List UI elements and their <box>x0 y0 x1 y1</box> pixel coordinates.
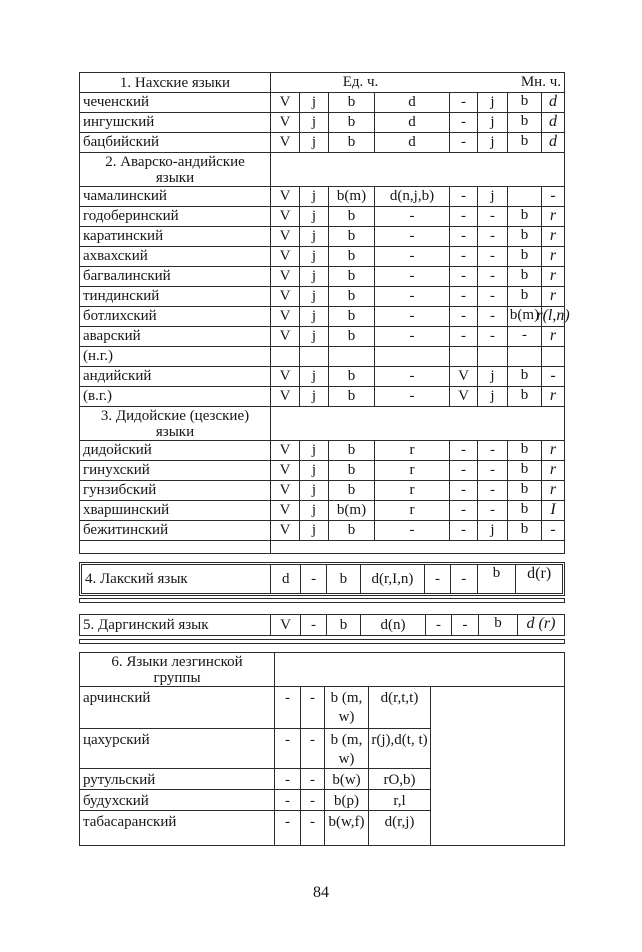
language-name-cell: дидойский <box>83 442 152 458</box>
value-cell: - <box>477 207 507 226</box>
table-header-row <box>80 73 564 93</box>
value-cell: - <box>449 247 477 266</box>
value-cell: b <box>507 501 541 520</box>
value-cell: r <box>541 207 564 226</box>
value-cell: - <box>449 93 477 112</box>
lezgin-group-table <box>79 652 565 846</box>
value-cell: r(j),d(t, t) <box>368 729 430 768</box>
value-cell: V <box>270 207 299 226</box>
dargin-table-body <box>80 615 564 635</box>
language-name-cell: андийский <box>83 368 152 384</box>
value-cell: b <box>507 387 541 406</box>
value-cell: r <box>374 501 449 520</box>
value-cell: b <box>507 367 541 386</box>
value-cell: j <box>299 307 328 326</box>
value-cell: b <box>507 93 541 112</box>
value-cell: V <box>270 227 299 246</box>
value-cell: V <box>270 501 299 520</box>
table-row <box>80 267 564 287</box>
value-cell: V <box>270 187 299 206</box>
table-row <box>80 387 564 407</box>
value-cell: I <box>541 501 564 520</box>
value-cell: b <box>328 247 374 266</box>
table-row <box>80 133 564 153</box>
value-cell: d(n,j,b) <box>374 187 449 206</box>
value-cell: - <box>374 227 449 246</box>
empty-cell <box>270 153 564 186</box>
value-cell: b <box>478 615 517 635</box>
value-cell: b <box>328 521 374 540</box>
lezgin-table-header <box>80 653 564 687</box>
value-cell: - <box>541 367 564 386</box>
value-cell: d(r,t,t) <box>368 687 430 728</box>
value-cell: d(r) <box>515 565 562 593</box>
table-row <box>80 187 564 207</box>
main-table-body <box>80 93 570 553</box>
value-cell <box>541 347 564 366</box>
value-cell: - <box>449 327 477 346</box>
value-cell: j <box>299 461 328 480</box>
value-cell: - <box>374 287 449 306</box>
value-cell: b <box>326 615 360 635</box>
value-cell: - <box>477 481 507 500</box>
value-cell: V <box>449 367 477 386</box>
value-cell: b (m, w) <box>324 729 368 768</box>
value-cell: d <box>374 93 449 112</box>
value-cell: V <box>270 367 299 386</box>
section-title-cell: 3. Дидойские (цезские) языки <box>100 407 250 440</box>
value-cell: b <box>507 207 541 226</box>
value-cell: r <box>374 481 449 500</box>
value-cell: - <box>477 461 507 480</box>
value-cell: V <box>449 387 477 406</box>
table-row <box>80 207 564 227</box>
language-name-cell: аварский <box>83 328 141 344</box>
value-cell: - <box>300 790 324 810</box>
value-cell: - <box>477 501 507 520</box>
value-cell: b <box>328 93 374 112</box>
value-cell: j <box>477 113 507 132</box>
language-name-cell: гунзибский <box>83 482 157 498</box>
value-cell: - <box>541 187 564 206</box>
value-cell: b <box>328 367 374 386</box>
value-cell: j <box>299 133 328 152</box>
value-cell: b <box>328 287 374 306</box>
value-cell: - <box>477 327 507 346</box>
value-cell: b <box>326 565 360 593</box>
value-cell: d(r,I,n) <box>360 565 424 593</box>
value-cell: j <box>299 387 328 406</box>
section-header-row <box>80 153 564 187</box>
value-cell: r <box>541 387 564 406</box>
value-cell: V <box>270 615 300 635</box>
value-cell <box>374 347 449 366</box>
value-cell: r <box>541 461 564 480</box>
value-cell: j <box>299 267 328 286</box>
value-cell: r <box>374 461 449 480</box>
empty-merged-cell <box>430 687 564 845</box>
value-cell: rO,b) <box>368 769 430 789</box>
language-name-cell: ингушский <box>83 114 155 130</box>
language-name-cell: чеченский <box>83 94 150 110</box>
value-cell: r(l,n) <box>536 307 570 324</box>
value-cell: r,l <box>368 790 430 810</box>
main-language-table <box>79 72 570 554</box>
table-row <box>80 481 564 501</box>
value-cell: V <box>270 441 299 460</box>
section-header-row <box>80 653 564 687</box>
value-cell: b <box>477 565 516 593</box>
language-name-cell: хваршинский <box>83 502 170 518</box>
value-cell: d <box>270 565 300 593</box>
language-name-cell: годоберинский <box>83 208 179 224</box>
table-row <box>80 790 430 811</box>
table-row <box>80 327 564 347</box>
table-row <box>80 367 564 387</box>
value-cell: - <box>274 769 300 789</box>
value-cell: - <box>300 769 324 789</box>
value-cell: - <box>300 615 326 635</box>
value-cell: V <box>270 481 299 500</box>
value-cell: - <box>477 247 507 266</box>
value-cell: d <box>374 133 449 152</box>
table-row <box>80 113 564 133</box>
section-title-cell: 6. Языки лезгинской группы <box>111 653 243 686</box>
number-category-header-cell <box>270 73 564 92</box>
value-cell: b <box>507 441 541 460</box>
value-cell: j <box>299 327 328 346</box>
language-name-cell: табасаранский <box>83 814 177 830</box>
value-cell: - <box>449 441 477 460</box>
table-row <box>80 521 564 541</box>
value-cell: V <box>270 521 299 540</box>
table-spacer-row <box>79 598 565 603</box>
table-spacer-row <box>79 639 565 644</box>
value-cell: - <box>374 267 449 286</box>
value-cell: j <box>299 441 328 460</box>
value-cell: d(n) <box>360 615 425 635</box>
section-title-cell: 2. Аварско-андийские языки <box>105 153 245 186</box>
value-cell: - <box>449 501 477 520</box>
language-name-cell: багвалинский <box>83 268 171 284</box>
language-name-cell: каратинский <box>83 228 164 244</box>
table-row <box>80 501 564 521</box>
value-cell: - <box>374 367 449 386</box>
value-cell: - <box>477 267 507 286</box>
value-cell: V <box>270 113 299 132</box>
value-cell: - <box>449 307 477 326</box>
value-cell: - <box>374 521 449 540</box>
plural-header-label: Мн. ч. <box>520 74 561 90</box>
value-cell: - <box>374 307 449 326</box>
value-cell <box>299 347 328 366</box>
language-name-cell: бацбийский <box>83 134 160 150</box>
value-cell: - <box>300 729 324 768</box>
empty-cell <box>274 653 564 686</box>
value-cell: d <box>541 113 564 132</box>
language-name-cell: чамалинский <box>83 188 167 204</box>
value-cell: r <box>374 441 449 460</box>
value-cell <box>270 347 299 366</box>
value-cell: V <box>270 133 299 152</box>
table-row <box>80 769 430 790</box>
value-cell: V <box>270 267 299 286</box>
section-title-cell <box>80 541 270 553</box>
value-cell: j <box>299 521 328 540</box>
value-cell: - <box>300 687 324 728</box>
value-cell: V <box>270 387 299 406</box>
value-cell: j <box>299 227 328 246</box>
value-cell: V <box>270 93 299 112</box>
value-cell: j <box>477 133 507 152</box>
value-cell: b <box>328 461 374 480</box>
language-name-cell: будухский <box>83 793 149 809</box>
value-cell: - <box>450 565 477 593</box>
table-row <box>80 93 564 113</box>
value-cell: - <box>449 187 477 206</box>
table-row <box>80 729 430 769</box>
value-cell: - <box>300 565 326 593</box>
value-cell: j <box>299 367 328 386</box>
value-cell: b <box>328 207 374 226</box>
value-cell: - <box>449 267 477 286</box>
value-cell: - <box>425 615 451 635</box>
language-name-cell: арчинский <box>83 690 151 706</box>
table-row <box>80 247 564 267</box>
section-1-title: 1. Нахские языки <box>119 74 231 91</box>
value-cell: d <box>541 133 564 152</box>
value-cell: j <box>299 113 328 132</box>
value-cell: b(m) <box>328 501 374 520</box>
value-cell: - <box>477 307 507 326</box>
value-cell: r <box>541 327 564 346</box>
value-cell: j <box>477 93 507 112</box>
value-cell: r <box>541 287 564 306</box>
value-cell: d(r,j) <box>368 811 430 845</box>
value-cell: V <box>270 287 299 306</box>
value-cell: - <box>274 811 300 845</box>
value-cell: - <box>274 687 300 728</box>
value-cell: b <box>507 247 541 266</box>
value-cell: b <box>507 521 541 540</box>
lak-language-table <box>79 562 565 596</box>
value-cell: b(p) <box>324 790 368 810</box>
value-cell: j <box>477 367 507 386</box>
section-header-row <box>80 541 564 553</box>
value-cell: b <box>328 113 374 132</box>
value-cell: b <box>328 267 374 286</box>
value-cell: b(m) <box>507 307 541 326</box>
value-cell: b <box>328 327 374 346</box>
section-1-title-cell <box>80 73 270 92</box>
value-cell: - <box>449 521 477 540</box>
value-cell: - <box>449 481 477 500</box>
value-cell: b (m, w) <box>324 687 368 728</box>
table-row <box>80 307 570 327</box>
value-cell: j <box>299 247 328 266</box>
value-cell: - <box>374 387 449 406</box>
value-cell <box>507 187 541 206</box>
table-row <box>80 615 564 635</box>
table-row <box>80 347 564 367</box>
value-cell: d <box>541 93 564 112</box>
value-cell: d <box>374 113 449 132</box>
language-name-cell: цахурский <box>83 732 150 748</box>
value-cell: - <box>507 327 541 346</box>
language-name-cell: тиндинский <box>83 288 160 304</box>
value-cell: r <box>541 227 564 246</box>
value-cell: - <box>424 565 450 593</box>
singular-header-label: Ед. ч. <box>342 74 379 90</box>
value-cell: b <box>507 287 541 306</box>
value-cell: b <box>507 481 541 500</box>
value-cell: r <box>541 441 564 460</box>
value-cell: r <box>541 247 564 266</box>
value-cell: - <box>449 113 477 132</box>
value-cell: b <box>328 481 374 500</box>
value-cell: b <box>328 307 374 326</box>
value-cell: b <box>507 461 541 480</box>
value-cell: r <box>541 267 564 286</box>
language-name-cell: (н.г.) <box>83 348 113 364</box>
table-row <box>80 227 564 247</box>
language-name-cell: ахвахский <box>83 248 148 264</box>
dargin-language-table <box>79 614 565 636</box>
value-cell: - <box>541 521 564 540</box>
value-cell: - <box>374 247 449 266</box>
value-cell: - <box>300 811 324 845</box>
language-name-cell: ботлихский <box>83 308 157 324</box>
value-cell: V <box>270 461 299 480</box>
value-cell: b <box>328 387 374 406</box>
value-cell: V <box>270 247 299 266</box>
value-cell: j <box>477 521 507 540</box>
value-cell: - <box>477 227 507 246</box>
value-cell: - <box>274 729 300 768</box>
lak-table-body <box>82 565 562 593</box>
language-name-cell: рутульский <box>83 772 156 788</box>
table-row <box>82 565 562 593</box>
value-cell: - <box>449 207 477 226</box>
value-cell: b(w,f) <box>324 811 368 845</box>
value-cell: - <box>374 207 449 226</box>
value-cell: - <box>451 615 478 635</box>
value-cell <box>449 347 477 366</box>
value-cell: b <box>328 441 374 460</box>
language-name-cell: 4. Лакский язык <box>85 570 188 587</box>
language-name-cell: гинухский <box>83 462 150 478</box>
value-cell: - <box>449 287 477 306</box>
value-cell: j <box>299 287 328 306</box>
value-cell <box>328 347 374 366</box>
value-cell: - <box>477 287 507 306</box>
value-cell: j <box>299 501 328 520</box>
value-cell: b(w) <box>324 769 368 789</box>
value-cell: b <box>507 227 541 246</box>
value-cell: b <box>328 133 374 152</box>
value-cell: j <box>477 387 507 406</box>
value-cell: - <box>374 327 449 346</box>
empty-cell <box>270 541 564 553</box>
value-cell: j <box>299 481 328 500</box>
value-cell: - <box>449 461 477 480</box>
value-cell: b <box>507 113 541 132</box>
value-cell: j <box>299 93 328 112</box>
value-cell: - <box>274 790 300 810</box>
value-cell <box>477 347 507 366</box>
value-cell: - <box>477 441 507 460</box>
language-name-cell: (в.г.) <box>83 388 113 404</box>
language-name-cell: бежитинский <box>83 522 169 538</box>
section-header-row <box>80 407 564 441</box>
value-cell: b <box>328 227 374 246</box>
page-number: 84 <box>313 884 329 901</box>
value-cell: r <box>541 481 564 500</box>
value-cell: - <box>449 133 477 152</box>
page-content <box>79 72 570 846</box>
table-row <box>80 461 564 481</box>
table-row <box>80 811 430 845</box>
value-cell: - <box>449 227 477 246</box>
value-cell: d (r) <box>517 615 564 635</box>
table-row <box>80 287 564 307</box>
value-cell: b <box>507 267 541 286</box>
value-cell: j <box>299 207 328 226</box>
table-row <box>80 441 564 461</box>
value-cell: b <box>507 133 541 152</box>
value-cell: j <box>299 187 328 206</box>
value-cell: V <box>270 327 299 346</box>
value-cell: j <box>477 187 507 206</box>
empty-cell <box>270 407 564 440</box>
table-row <box>80 687 430 729</box>
lezgin-table-rows <box>80 687 430 845</box>
value-cell <box>507 347 541 366</box>
value-cell: b(m) <box>328 187 374 206</box>
lezgin-table-body <box>80 687 564 845</box>
value-cell: V <box>270 307 299 326</box>
language-name-cell: 5. Даргинский язык <box>83 616 209 633</box>
